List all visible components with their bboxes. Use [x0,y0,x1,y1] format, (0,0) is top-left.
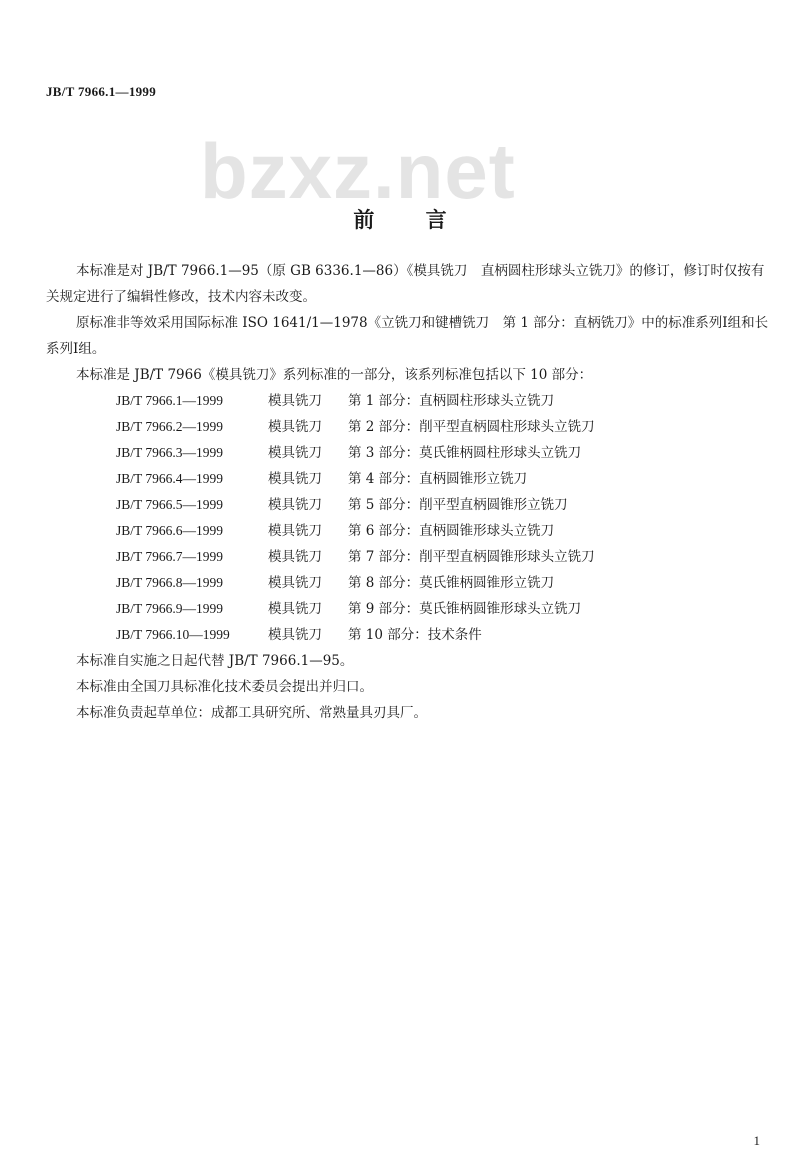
part-series: 模具铣刀 [268,471,322,487]
list-item [46,518,770,544]
part-title: 第 10 部分：技术条件 [348,627,482,643]
part-code: JB/T 7966.7—1999 [116,549,224,564]
part-title: 第 9 部分：莫氏锥柄圆锥形球头立铣刀 [348,601,582,617]
part-code: JB/T 7966.2—1999 [116,419,224,434]
part-series: 模具铣刀 [268,497,322,513]
watermark: bzxz.net [200,127,516,215]
parts-list [46,388,770,648]
part-series: 模具铣刀 [268,575,322,591]
page-number: 1 [753,1133,760,1148]
part-code: JB/T 7966.10—1999 [116,627,230,642]
part-code: JB/T 7966.6—1999 [116,523,224,538]
paragraph-revision: 本标准是对 JB/T 7966.1—95（原 GB 6336.1—86）《模具铣刀 直柄圆柱形球头立铣刀》的修订，修订时仅按有关规定进行了编辑性修改，技术内容未改变。 [46,263,765,305]
part-code: JB/T 7966.8—1999 [116,575,224,590]
list-item [46,440,770,466]
part-title: 第 3 部分：莫氏锥柄圆柱形球头立铣刀 [348,445,582,461]
part-title: 第 1 部分：直柄圆柱形球头立铣刀 [348,393,555,409]
part-series: 模具铣刀 [268,393,322,409]
list-item [46,596,770,622]
part-title: 第 7 部分：削平型直柄圆锥形球头立铣刀 [348,549,595,565]
part-code: JB/T 7966.4—1999 [116,471,224,486]
paragraph-drafting-units: 本标准负责起草单位：成都工具研究所、常熟量具刃具厂。 [76,705,427,721]
list-item [46,570,770,596]
part-title: 第 6 部分：直柄圆锥形球头立铣刀 [348,523,555,539]
part-title: 第 4 部分：直柄圆锥形立铣刀 [348,471,528,487]
part-series: 模具铣刀 [268,601,322,617]
list-item [46,544,770,570]
list-item [46,492,770,518]
part-code: JB/T 7966.1—1999 [116,393,224,408]
part-series: 模具铣刀 [268,627,322,643]
part-code: JB/T 7966.9—1999 [116,601,224,616]
part-series: 模具铣刀 [268,445,322,461]
list-item [46,414,770,440]
page-title: 前 言 [353,208,469,232]
list-item [46,622,770,648]
part-title: 第 5 部分：削平型直柄圆锥形立铣刀 [348,497,568,513]
part-title: 第 8 部分：莫氏锥柄圆锥形立铣刀 [348,575,555,591]
part-series: 模具铣刀 [268,549,322,565]
part-title: 第 2 部分：削平型直柄圆柱形球头立铣刀 [348,419,595,435]
list-item [46,388,770,414]
paragraph-supersedes: 本标准自实施之日起代替 JB/T 7966.1—95。 [76,653,354,669]
list-item [46,466,770,492]
part-code: JB/T 7966.5—1999 [116,497,224,512]
document-code-header: JB/T 7966.1—1999 [46,84,157,99]
part-series: 模具铣刀 [268,523,322,539]
paragraph-iso-reference: 原标准非等效采用国际标准 ISO 1641/1—1978《立铣刀和键槽铣刀 第 1 部分：直柄铣刀》中的标准系列Ⅰ组和长系列Ⅰ组。 [46,315,769,357]
paragraph-series-intro: 本标准是 JB/T 7966《模具铣刀》系列标准的一部分，该系列标准包括以下 10 部分： [76,367,593,383]
document-body [46,258,770,726]
paragraph-proposer: 本标准由全国刀具标准化技术委员会提出并归口。 [76,679,373,695]
part-series: 模具铣刀 [268,419,322,435]
part-code: JB/T 7966.3—1999 [116,445,224,460]
